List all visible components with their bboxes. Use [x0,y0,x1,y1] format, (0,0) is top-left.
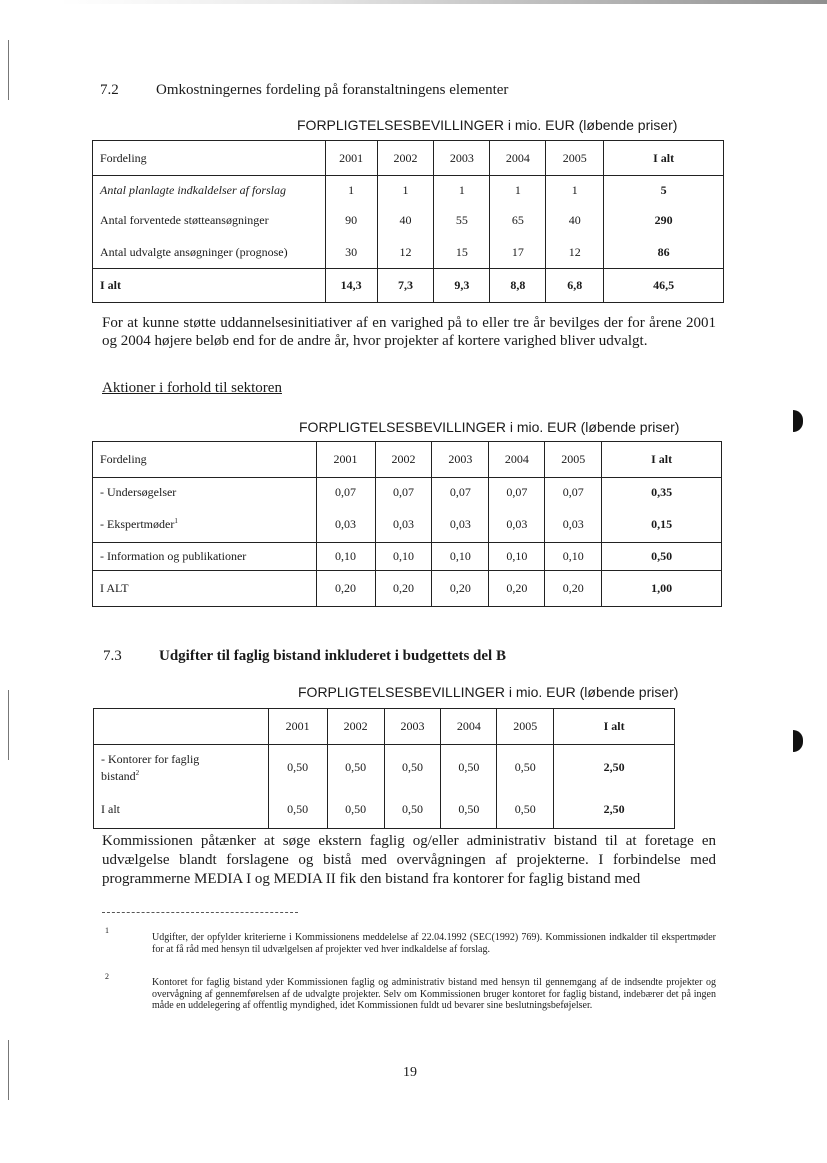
table-cell-total: 2,50 [554,791,675,829]
column-header: 2001 [268,709,327,745]
table-caption: FORPLIGTELSESBEVILLINGER i mio. EUR (løbende priser) [299,419,680,435]
table-cell: 0,20 [545,571,602,607]
table-row-total [93,571,722,607]
table-cell: 0,07 [489,478,545,508]
body-paragraph: For at kunne støtte uddannelsesinitiativer af en varighed på to eller tre år bevilges der for årene 2001 og 2004 højere beløb end for de andre år, hvor projekter af kortere varighed bliver udvalgt. [102,315,716,349]
punch-hole-mark [793,410,803,432]
table-cell: 65 [490,205,546,237]
table-cell: 0,03 [316,508,375,543]
table-technical-assistance [93,708,675,829]
table-cell: 1 [377,176,434,205]
table-cell: 1 [490,176,546,205]
column-header: 2004 [490,141,546,176]
column-header: I alt [604,141,724,176]
table-cell: 0,50 [268,745,327,791]
table-cell-total: 290 [604,205,724,237]
table-cell: 0,03 [432,508,489,543]
table-cell: 0,20 [432,571,489,607]
footnote-mark: 2 [105,972,109,981]
row-label: Antal planlagte indkaldelser af forslag [93,176,326,205]
table-cell: 0,50 [384,791,441,829]
row-label: Antal forventede støtteansøgninger [93,205,326,237]
column-header: I alt [554,709,675,745]
section-title: Omkostningernes fordeling på foranstaltningens elementer [156,82,509,98]
table-cell: 1 [546,176,604,205]
table-cell: 0,50 [497,745,554,791]
column-header [94,709,269,745]
table-cell: 12 [546,237,604,269]
table-cell: 8,8 [490,269,546,303]
table-row [93,478,722,508]
table-cell: 1 [434,176,490,205]
table-cell: 0,07 [432,478,489,508]
table-cell: 0,10 [432,543,489,571]
table-cell: 0,50 [497,791,554,829]
row-label: I alt [93,269,326,303]
row-label: - Undersøgelser [93,478,317,508]
table-cell: 17 [490,237,546,269]
column-header: Fordeling [93,141,326,176]
table-cell: 7,3 [377,269,434,303]
table-caption: FORPLIGTELSESBEVILLINGER i mio. EUR (løbende priser) [298,684,679,700]
column-header: 2001 [325,141,377,176]
table-cell: 0,10 [545,543,602,571]
table-cell: 0,07 [545,478,602,508]
table-cell: 0,20 [375,571,432,607]
scan-margin-mark [8,40,9,100]
column-header: 2004 [489,442,545,478]
column-header: 2005 [546,141,604,176]
table-caption: FORPLIGTELSESBEVILLINGER i mio. EUR (løbende priser) [297,117,678,133]
punch-hole-mark [793,730,803,752]
section-number: 7.3 [103,648,122,664]
table-cell: 30 [325,237,377,269]
column-header: 2002 [377,141,434,176]
table-cell: 6,8 [546,269,604,303]
column-header: 2001 [316,442,375,478]
table-cell: 0,10 [489,543,545,571]
column-header: 2003 [384,709,441,745]
actions-heading: Aktioner i forhold til sektoren [102,380,282,396]
table-cell: 12 [377,237,434,269]
footnote-reference: 1 [174,517,178,526]
table-cell: 0,50 [327,745,384,791]
section-number: 7.2 [100,82,119,98]
footnote-separator [102,912,298,913]
footnote-reference: 2 [135,769,140,778]
table-cell: 9,3 [434,269,490,303]
row-label: I ALT [93,571,317,607]
table-row-total [94,791,675,829]
column-header: 2003 [432,442,489,478]
column-header: 2002 [375,442,432,478]
column-header: I alt [602,442,722,478]
table-cell: 90 [325,205,377,237]
row-label: - Kontorer for faglig bistand [101,752,200,784]
page-number: 19 [403,1065,417,1080]
table-cell: 1 [325,176,377,205]
table-cell: 0,03 [375,508,432,543]
row-label: I alt [94,791,269,829]
table-cell: 0,07 [316,478,375,508]
table-cell: 0,20 [316,571,375,607]
table-cell-total: 1,00 [602,571,722,607]
table-row [93,237,724,269]
table-row [93,205,724,237]
table-row [93,176,724,205]
scan-margin-mark [8,690,9,760]
scan-top-edge [60,0,827,4]
table-cell: 0,03 [545,508,602,543]
table-cell: 0,10 [316,543,375,571]
table-row [93,543,722,571]
table-costs-distribution [92,140,724,303]
table-row [93,508,722,543]
table-cell: 0,10 [375,543,432,571]
footnote-text: Kontoret for faglig bistand yder Kommissionen faglig og administrativ bistand med hensyn til gennemgang af de indsendte projekter og overvågning af gennemførelsen af de udvalgte projekter. Selv om Kommissionen bruger kontoret for faglig bistand, indebærer det på ingen måde en uddelegering af offentlig myndighed, idet Kommissionen fuldt ud bevarer sine beslutningsbeføjelser. [152,977,716,1011]
table-cell-total: 0,50 [602,543,722,571]
section-title: Udgifter til faglig bistand inkluderet i budgettets del B [159,648,506,664]
table-cell: 0,50 [327,791,384,829]
table-cell: 0,50 [441,791,497,829]
row-label: - Ekspertmøder [100,517,175,532]
table-cell: 0,50 [268,791,327,829]
table-cell: 0,20 [489,571,545,607]
scan-margin-mark [8,1040,9,1100]
table-cell-total: 86 [604,237,724,269]
column-header: Fordeling [93,442,317,478]
column-header: 2005 [545,442,602,478]
column-header: 2004 [441,709,497,745]
row-label: - Information og publikationer [93,543,317,571]
table-cell: 0,50 [384,745,441,791]
row-label: Antal udvalgte ansøgninger (prognose) [93,237,326,269]
table-cell: 40 [377,205,434,237]
table-cell: 14,3 [325,269,377,303]
footnote-text: Udgifter, der opfylder kriterierne i Kommissionens meddelelse af 22.04.1992 (SEC(1992) 769). Kommissionen indkalder til ekspertmøder for at få råd med hensyn til udvælgelsen af projekter ved hver indkaldelse af forslag. [152,932,716,955]
table-cell: 15 [434,237,490,269]
column-header: 2002 [327,709,384,745]
table-cell-total: 0,35 [602,478,722,508]
section-heading-7-3 [103,648,506,665]
body-paragraph: Kommissionen påtænker at søge ekstern faglig og/eller administrativ bistand til at foretage en udvælgelse blandt forslagene og bistå med overvågningen af projekterne. I forbindelse med programmerne MEDIA I og MEDIA II fik den bistand fra kontorer for faglig bistand med [102,833,716,887]
table-cell-total: 46,5 [604,269,724,303]
table-cell: 40 [546,205,604,237]
column-header: 2005 [497,709,554,745]
table-row-total [93,269,724,303]
table-cell: 0,03 [489,508,545,543]
table-cell: 0,07 [375,478,432,508]
footnote-mark: 1 [105,926,109,935]
column-header: 2003 [434,141,490,176]
table-row [94,745,675,791]
table-cell-total: 0,15 [602,508,722,543]
table-cell-total: 5 [604,176,724,205]
table-sector-actions [92,441,722,607]
table-cell: 55 [434,205,490,237]
table-cell-total: 2,50 [554,745,675,791]
section-heading-7-2 [100,82,508,99]
table-cell: 0,50 [441,745,497,791]
